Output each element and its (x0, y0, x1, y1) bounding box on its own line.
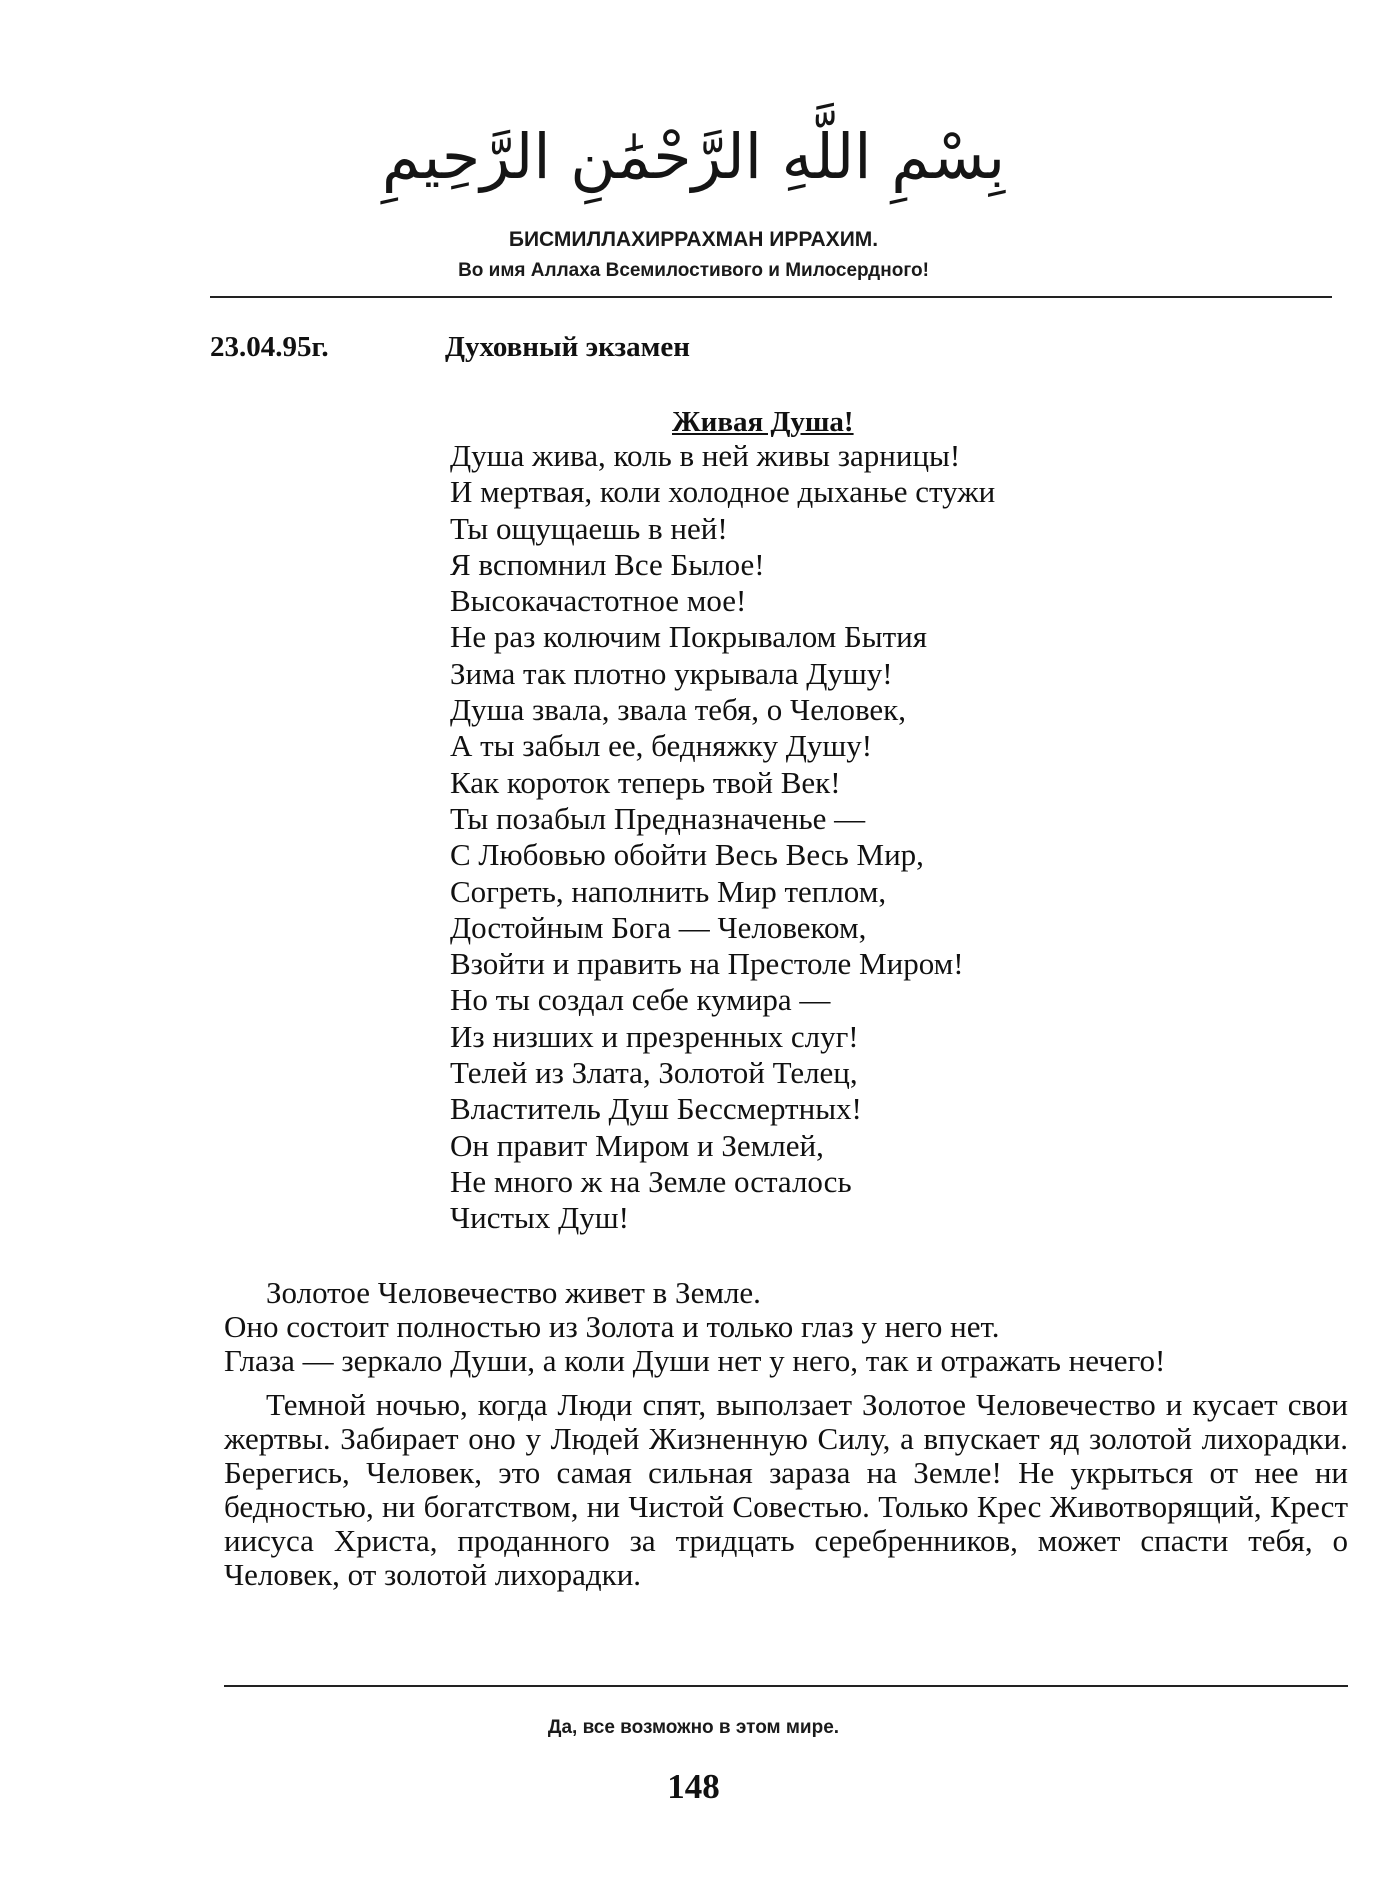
poem-title: Живая Душа! (672, 406, 854, 438)
poem-line: Телей из Злата, Золотой Телец, (450, 1055, 858, 1091)
prose-paragraph: Золотое Человечество живет в Земле. (266, 1275, 761, 1310)
poem-line: Зима так плотно укрывала Душу! (450, 655, 893, 691)
poem-line: Достойным Бога — Человеком, (450, 909, 867, 945)
poem-line: Из низших и презренных слуг! (450, 1018, 859, 1054)
poem-line: Согреть, наполнить Мир теплом, (450, 873, 887, 909)
header-divider (210, 296, 1332, 298)
prose-paragraph: Темной ночью, когда Люди спят, выползает Золотое Человечество и кусает свои жертвы. Забирает оно у Людей Жизненную Силу, а впускает яд золотой лихорадки. Берегись, Человек, это самая сильная зараза на Земле! Не укрыться от нее ни бедностью, ни богатством, ни Чистой Совестью. Только Крес Животворящий, Крест иисуса Христа, проданного за тридцать серебренников, может спасти тебя, о Человек, от золотой лихорадки. (224, 1387, 1348, 1592)
poem-line: С Любовью обойти Весь Весь Мир, (450, 837, 924, 873)
poem-line: Высокачастотное мое! (450, 583, 747, 619)
entry-date: 23.04.95г. (210, 331, 329, 363)
section-title: Духовный экзамен (445, 331, 690, 363)
header-title: БИСМИЛЛАХИРРАХМАН ИРРАХИМ. (508, 228, 879, 251)
poem-line: Не много ж на Земле осталось (450, 1163, 852, 1199)
footer-divider (224, 1685, 1348, 1687)
poem-line: А ты забыл ее, бедняжку Душу! (450, 728, 873, 764)
page-number: 148 (667, 1767, 720, 1806)
poem-line: Как короток теперь твой Век! (450, 764, 841, 800)
poem-line: Я вспомнил Все Былое! (450, 546, 765, 582)
poem-line: Ты ощущаешь в ней! (450, 510, 728, 546)
poem-line: Душа жива, коль в ней живы зарницы! (450, 438, 961, 473)
poem-line: Властитель Душ Бессмертных! (450, 1091, 862, 1127)
poem-line: Ты позабыл Предназначенье — (450, 800, 866, 836)
poem-line: Чистых Душ! (450, 1200, 629, 1236)
poem-line: Взойти и править на Престоле Миром! (450, 946, 964, 982)
poem-line: Он правит Миром и Землей, (450, 1127, 824, 1163)
poem-line: Не раз колючим Покрывалом Бытия (450, 619, 928, 655)
poem-line: Но ты создал себе кумира — (450, 982, 831, 1018)
poem-line: Душа звала, звала тебя, о Человек, (450, 692, 906, 728)
poem-body (450, 438, 995, 1237)
prose-body (224, 1276, 1348, 1592)
prose-paragraph: Глаза — зеркало Души, а коли Души нет у него, так и отражать нечего! (224, 1343, 1166, 1378)
header-subtitle: Во имя Аллаха Всемилостивого и Милосердного! (458, 260, 929, 281)
prose-paragraph: Оно состоит полностью из Золота и только глаз у него нет. (224, 1309, 1000, 1344)
footer-motto: Да, все возможно в этом мире. (547, 1717, 840, 1738)
bismillah-calligraphy: بِسْمِ اللَّهِ الرَّحْمَٰنِ الرَّحِيمِ (381, 120, 1006, 193)
poem-line: И мертвая, коли холодное дыханье стужи (450, 474, 996, 510)
